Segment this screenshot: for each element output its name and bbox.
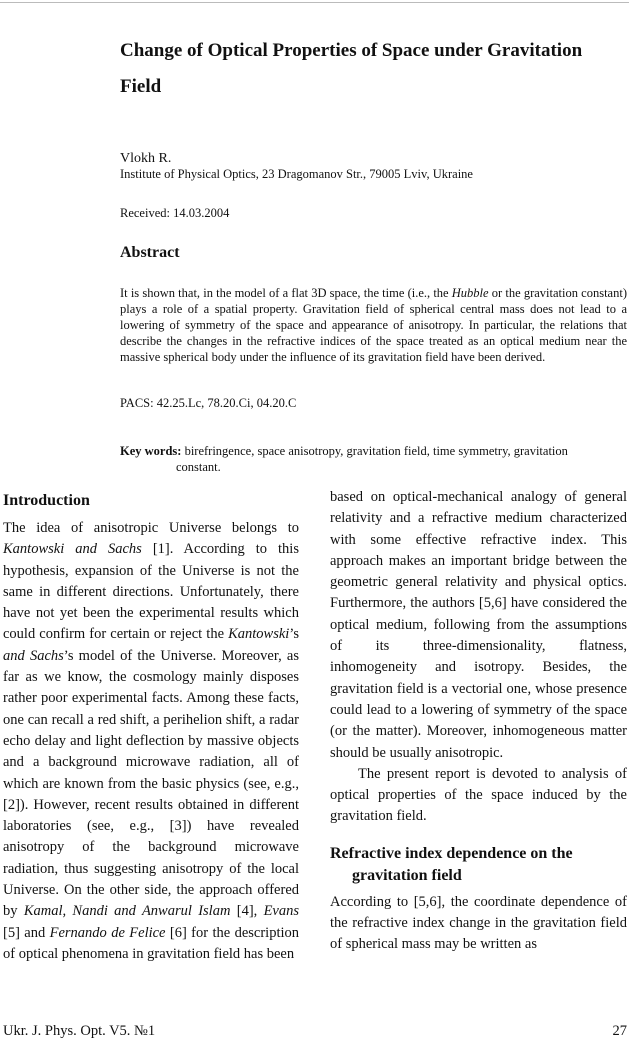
keywords-line1: birefringence, space anisotropy, gravitation field, time symmetry, gravitation xyxy=(181,444,568,458)
intro-text: [5] and xyxy=(3,924,50,941)
right-paragraph-1: based on optical-mechanical analogy of general relativity and a refractive medium characterized with some effective refractive index. This approach makes an important bridge between the geometric general relativity and physical optics. Furthermore, the authors [5,6] have considered the optical medium, following from the assumptions of its three-dimensionality, flatness, inhomogeneity and isotropy. Besides, the gravitation field is a vectorial one, whose presence could lead to a lowering of symmetry of the space (or the matter). Moreover, inhomogeneous matter should be usually anisotropic. xyxy=(330,489,627,761)
intro-author-ref: Fernando de Felice xyxy=(49,924,166,941)
intro-text: [1]. According to this hypothesis, expansion of the Universe is not the same in different directions. Unfortunately, there have not yet been the experimental results which could confirm for certain or reject the xyxy=(3,541,299,643)
right-paragraph-2: The present report is devoted to analysis of optical properties of the space induced by the gravitation field. xyxy=(330,765,627,825)
intro-text: ’s model of the Universe. Moreover, as far as we know, the cosmology mainly disposes rather poor experimental facts. Among these facts, one can recall a red shift, a perihelion shift, a radar echo delay and light deflection by massive objects and a background microwave radiation, all of which are known from the basic physics (see, e.g., [2]). However, recent results obtained in different laboratories (see, e.g., [3]) have revealed anisotropy of the background microwave radiation, thus suggesting anisotropy of the local Universe. On the other side, the approach offered by xyxy=(3,647,299,920)
paper-title: Change of Optical Properties of Space under Gravitation Field xyxy=(120,40,583,97)
intro-text: [4], xyxy=(230,903,264,920)
abstract-text-part: or the gravitation constant) plays a role of a spatial property. Gravitation field of spherical central mass does not lead to a lowering of symmetry of the space and appearance of anisotropy. In particular, the relations that describe the changes in the refractive indices of the space treated as an optical medium near the massive spherical body under the influence of its gravitation field have been derived. xyxy=(120,286,627,364)
intro-author-ref: Kantowski xyxy=(228,626,290,643)
intro-text: The idea of anisotropic Universe belongs to xyxy=(3,520,299,536)
abstract-hubble: Hubble xyxy=(451,286,489,300)
section-heading-refractive: Refractive index dependence on the gravitation field xyxy=(330,844,573,884)
received-date: Received: 14.03.2004 xyxy=(120,206,230,220)
affiliation: Institute of Physical Optics, 23 Dragomanov Str., 79005 Lviv, Ukraine xyxy=(120,167,473,181)
introduction-paragraph xyxy=(3,518,299,965)
keywords-line2: constant. xyxy=(176,460,221,474)
intro-text: ’s xyxy=(289,626,299,643)
intro-text: [6] for the description of optical phenomena in gravitation field has been xyxy=(3,924,300,962)
abstract-text xyxy=(120,285,627,365)
abstract-text-part: It is shown that, in the model of a flat 3D space, the time (i.e., the xyxy=(120,286,452,300)
page-number: 27 xyxy=(612,1023,627,1039)
pacs: PACS: 42.25.Lc, 78.20.Ci, 04.20.C xyxy=(120,396,297,410)
keywords-label: Key words: xyxy=(120,444,182,458)
introduction-heading: Introduction xyxy=(3,492,90,509)
journal-footer: Ukr. J. Phys. Opt. V5. №1 xyxy=(3,1023,156,1039)
author: Vlokh R. xyxy=(120,151,172,166)
abstract-heading: Abstract xyxy=(120,244,180,261)
intro-author-ref: Kamal, Nandi and Anwarul Islam xyxy=(23,903,231,920)
intro-author-ref: Kantowski and Sachs xyxy=(3,541,142,558)
right-column xyxy=(330,487,627,956)
right-paragraph-3: According to [5,6], the coordinate dependence of the refractive index change in the gravitation field of spherical mass may be written as xyxy=(330,893,627,953)
intro-author-ref: Evans xyxy=(263,903,300,920)
keywords xyxy=(120,443,627,475)
top-rule xyxy=(0,2,629,3)
intro-author-ref: and Sachs xyxy=(3,647,64,664)
left-column xyxy=(3,490,299,965)
